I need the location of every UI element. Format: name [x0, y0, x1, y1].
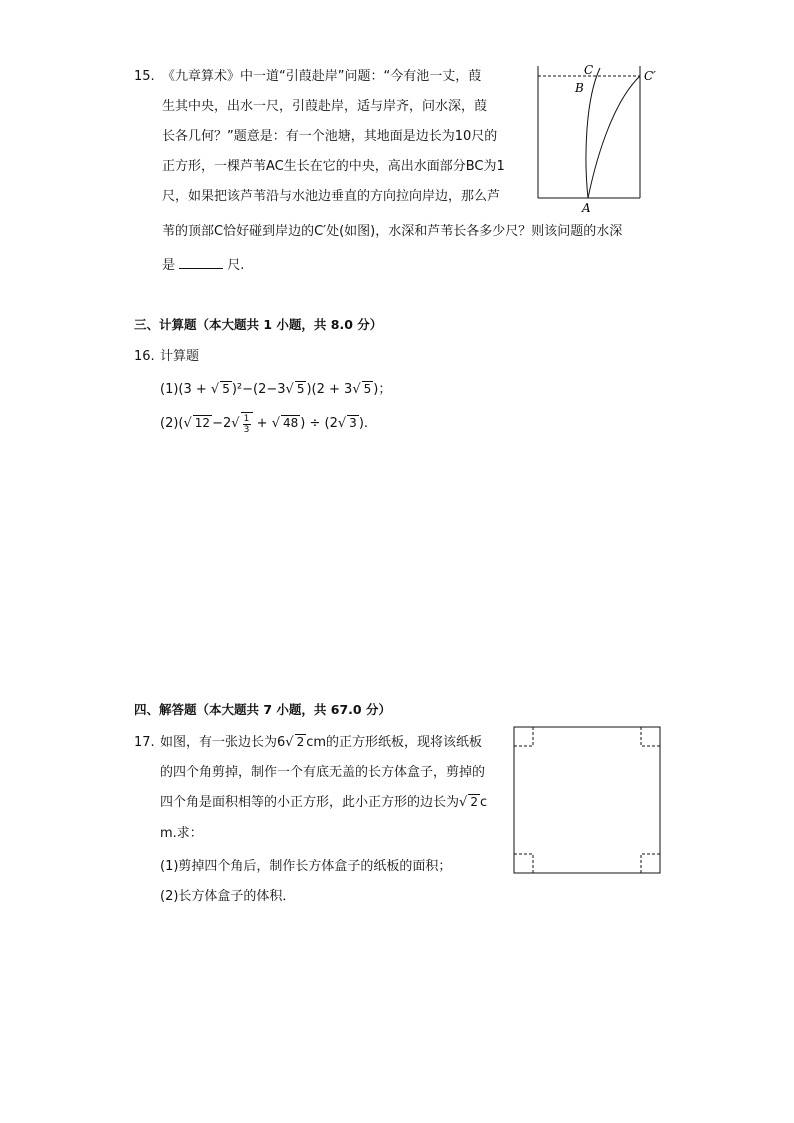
q16-p2-frac-den: 3 — [243, 424, 250, 435]
q17-line-2: 的四个角剪掉，制作一个有底无盖的长方体盒子，剪掉的 — [160, 765, 486, 780]
q16-p1-radicand-1: 5 — [222, 382, 230, 396]
q17-number: 17. — [134, 735, 155, 750]
q17-line-1: 如图，有一张边长为6√ 2 cm的正方形纸板，现将该纸板 — [160, 735, 483, 750]
q16-p2-fraction — [241, 412, 253, 436]
q16-p2-radicand-1: 12 — [194, 416, 211, 430]
q16-title: 计算题 — [160, 349, 200, 364]
q16-p2-b: −2 — [212, 416, 232, 431]
q16-p1-c: )(2 + 3 — [306, 382, 353, 397]
q17-line-4: m.求： — [160, 826, 203, 841]
q16-p2-e: ). — [358, 416, 369, 431]
q15-line-7 — [162, 254, 244, 274]
q16-number: 16. — [134, 349, 155, 364]
q16-p1-b: )²−(2−3 — [231, 382, 286, 397]
q16-p1-d: )； — [373, 382, 392, 397]
q17-cardboard-figure — [510, 723, 665, 876]
q16-p2-c: + — [252, 416, 272, 431]
label-C: C — [584, 63, 594, 77]
label-C-prime: C′ — [644, 69, 656, 83]
q16-p2-d: ) ÷ (2 — [300, 416, 338, 431]
cut-corner-top-right — [641, 727, 660, 746]
section-4-title: 四、解答题（本大题共 7 小题，共 67.0 分） — [134, 702, 391, 717]
q15-line-5: 尺，如果把该芦苇沿与水池边垂直的方向拉向岸边，那么芦 — [162, 189, 501, 204]
q16-part-2: (2)(√ 12 −2√ $\frac{1}{3}$ + √ 48 ) ÷ (2√ 3 ). — [160, 413, 369, 435]
q17-line-3-radicand: 2 — [470, 795, 478, 809]
q17-line-3-b: c — [479, 795, 488, 810]
q15-line-6: 苇的顶部C恰好碰到岸边的C′处(如图)，水深和芦苇长各多少尺？则该问题的水深 — [162, 224, 623, 239]
q15-last-prefix: 是 — [162, 258, 176, 273]
q17-line-3: 四个角是面积相等的小正方形，此小正方形的边长为√ 2 c — [160, 795, 488, 810]
reed-pulled — [588, 76, 640, 198]
q16-p1-label: (1) — [160, 382, 179, 397]
q16-p2-label: (2) — [160, 416, 179, 431]
cardboard-square — [514, 727, 660, 873]
label-B: B — [575, 81, 584, 95]
q16-p1-radicand-2: 5 — [296, 382, 305, 396]
q15-line-3: 长各几何？”题意是：有一个池塘，其地面是边长为10尺的 — [162, 129, 498, 144]
q17-sub-1: (1)剪掉四个角后，制作长方体盒子的纸板的面积； — [160, 859, 452, 874]
q16-p2-radicand-3: 3 — [349, 416, 357, 430]
q17-line-1-a: 如图，有一张边长为6 — [160, 735, 286, 750]
q17-line-3-a: 四个角是面积相等的小正方形，此小正方形的边长为 — [160, 795, 460, 810]
cut-corner-bottom-right — [641, 854, 660, 873]
q16-p2-a: ( — [178, 416, 184, 431]
q16-part-1: (1)(3 + √ 5 )²−(2−3√ 5 )(2 + 3√ 5 )； — [160, 382, 392, 397]
q15-answer-blank — [179, 254, 223, 269]
cut-corner-top-left — [514, 727, 533, 746]
q15-line-1: 《九章算术》中一道“引葭赴岸”问题：“今有池一丈，葭 — [162, 69, 482, 84]
q17-sub-2: (2)长方体盒子的体积． — [160, 889, 296, 904]
q16-p2-frac-num: 1 — [243, 413, 250, 424]
q15-number: 15. — [134, 69, 155, 84]
q17-line-1-b: cm的正方形纸板，现将该纸板 — [306, 735, 483, 750]
q15-last-suffix: 尺. — [227, 258, 245, 273]
label-A: A — [582, 201, 591, 215]
section-3-title: 三、计算题（本大题共 1 小题，共 8.0 分） — [134, 317, 383, 332]
q17-line-1-radicand: 2 — [296, 735, 305, 749]
q15-pond-figure — [530, 60, 670, 215]
q16-p2-radicand-2: 48 — [283, 416, 299, 430]
reed-upright — [586, 68, 600, 198]
q16-p1-a: (3 + — [178, 382, 211, 397]
q16-p1-radicand-3: 5 — [363, 382, 372, 396]
cut-corner-bottom-left — [514, 854, 533, 873]
q15-line-4: 正方形，一棵芦苇AC生长在它的中央，高出水面部分BC为1 — [162, 159, 505, 174]
q15-line-2: 生其中央，出水一尺，引葭赴岸，适与岸齐，问水深，葭 — [162, 99, 488, 114]
